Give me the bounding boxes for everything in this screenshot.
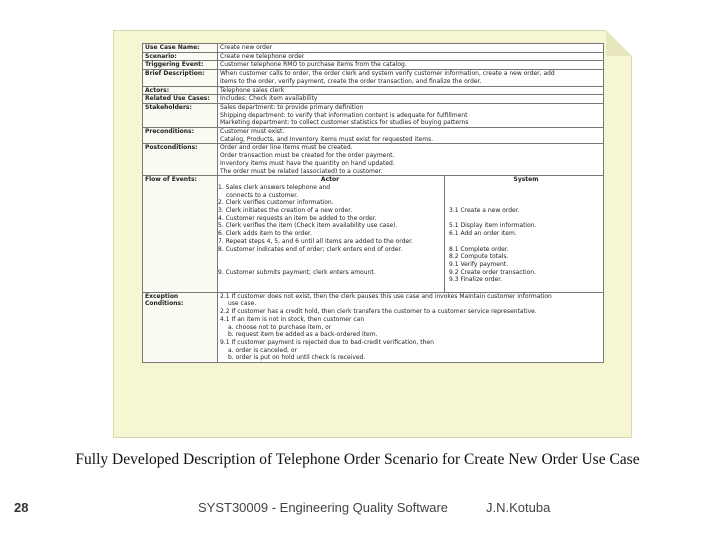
name-value: Create new order xyxy=(218,44,604,53)
name-label: Use Case Name: xyxy=(143,44,218,53)
row-flow xyxy=(143,176,604,292)
slide-caption: Fully Developed Description of Telephone Order Scenario for Create New Order Use Case xyxy=(75,451,640,468)
precondition-line: Catalog, Products, and Inventory items must exist for requested items. xyxy=(220,135,434,143)
exception-line: use case. xyxy=(228,300,257,308)
row-name xyxy=(143,44,604,53)
system-step: 8.2 Compute totals. xyxy=(449,253,509,261)
actor-step: connects to a customer. xyxy=(226,191,299,199)
actor-step: 9. Customer submits payment; clerk enters amount. xyxy=(218,268,376,276)
related-value: Includes: Check item availability xyxy=(218,95,604,104)
actor-header: Actor xyxy=(218,176,445,184)
stakeholder-line: Marketing department: to collect customer statistics for studies of buying patterns xyxy=(220,119,469,127)
system-step: 9.3 Finalize order. xyxy=(449,276,503,284)
postcondition-line: Inventory items must have the quantity on hand updated. xyxy=(220,159,395,167)
stakeholder-line: Sales department: to provide primary definition xyxy=(220,103,364,111)
stakeholders-value xyxy=(218,103,604,127)
postconditions-value xyxy=(218,144,604,176)
description-label: Brief Description: xyxy=(143,70,218,86)
stakeholder-line: Shipping department: to verify that information content is adequate for fulfillment xyxy=(220,111,468,119)
row-preconditions xyxy=(143,128,604,144)
row-stakeholders xyxy=(143,103,604,127)
row-exceptions xyxy=(143,292,604,362)
page-fold-corner xyxy=(606,30,632,56)
actor-step: 2. Clerk verifies customer information. xyxy=(218,199,334,207)
actor-step: 1. Sales clerk answers telephone and xyxy=(218,183,331,191)
flow-table xyxy=(218,176,603,291)
exception-line: 2.2 If customer has a credit hold, then clerk transfers the customer to a customer service representative. xyxy=(220,308,537,316)
trigger-value: Customer telephone RMO to purchase items from the catalog. xyxy=(218,61,604,70)
description-value xyxy=(218,70,604,86)
system-step: 8.1 Complete order. xyxy=(449,245,509,253)
actor-step: 6. Clerk adds item to the order. xyxy=(218,230,312,238)
actor-step: 7. Repeat steps 4, 5, and 6 until all items are added to the order. xyxy=(218,237,413,245)
exception-line: 4.1 If an item is not in stock, then customer can xyxy=(220,315,365,323)
system-step: 6.1 Add an order item. xyxy=(449,230,517,238)
precondition-line: Customer must exist. xyxy=(220,128,285,136)
system-steps xyxy=(445,184,604,292)
related-label: Related Use Cases: xyxy=(143,95,218,104)
flow-value xyxy=(218,176,604,292)
row-postconditions xyxy=(143,144,604,176)
system-header: System xyxy=(513,176,539,184)
exceptions-label: Exception Conditions: xyxy=(143,292,218,362)
row-related xyxy=(143,95,604,104)
system-step: 3.1 Create a new order. xyxy=(449,207,520,215)
exception-line: a. order is canceled, or xyxy=(228,346,297,354)
postconditions-label: Postconditions: xyxy=(143,144,218,176)
exceptions-value xyxy=(218,292,604,362)
system-step: 9.1 Verify payment. xyxy=(449,260,509,268)
row-trigger xyxy=(143,61,604,70)
exception-line: b. request item be added as a back-ordered item. xyxy=(228,331,378,339)
exception-line: a. choose not to purchase item, or xyxy=(228,323,332,331)
description-line: When customer calls to order, the order clerk and system verify customer information, create a new order, add xyxy=(220,70,555,78)
actor-step: 8. Customer indicates end of order; clerk enters end of order. xyxy=(218,245,403,253)
system-step: 9.2 Create order transaction. xyxy=(449,268,536,276)
flow-label: Flow of Events: xyxy=(143,176,218,292)
exception-line: 9.1 If customer payment is rejected due to bad-credit verification, then xyxy=(220,338,434,346)
postcondition-line: Order transaction must be created for the order payment. xyxy=(220,152,395,160)
trigger-label: Triggering Event: xyxy=(143,61,218,70)
system-step: 5.1 Display item information. xyxy=(449,222,537,230)
author-name: J.N.Kotuba xyxy=(486,500,551,515)
preconditions-label: Preconditions: xyxy=(143,128,218,144)
page-number: 28 xyxy=(14,500,29,515)
scenario-label: Scenario: xyxy=(143,52,218,61)
actors-label: Actors: xyxy=(143,86,218,95)
preconditions-value xyxy=(218,128,604,144)
postcondition-line: Order and order line items must be created. xyxy=(220,144,353,152)
scenario-value: Create new telephone order xyxy=(218,52,604,61)
row-description xyxy=(143,70,604,86)
row-actors xyxy=(143,86,604,95)
row-scenario xyxy=(143,52,604,61)
course-title: SYST30009 - Engineering Quality Software xyxy=(198,500,449,515)
stakeholders-label: Stakeholders: xyxy=(143,103,218,127)
actor-step: 5. Clerk verifies the item (Check item availability use case). xyxy=(218,222,398,230)
postcondition-line: The order must be related (associated) to a customer. xyxy=(220,167,383,175)
actor-steps xyxy=(218,184,445,292)
description-line: items to the order, verify payment, create the order transaction, and finalize the order. xyxy=(220,77,482,85)
exception-line: 2.1 If customer does not exist, then the clerk pauses this use case and invokes Maintain customer information xyxy=(220,292,552,300)
actor-step: 3. Clerk initiates the creation of a new order. xyxy=(218,207,353,215)
use-case-table xyxy=(142,43,604,363)
exception-line: b. order is put on hold until check is received. xyxy=(228,354,366,362)
actors-value: Telephone sales clerk xyxy=(218,86,604,95)
use-case-card xyxy=(113,30,632,438)
actor-step: 4. Customer requests an item be added to the order. xyxy=(218,214,377,222)
